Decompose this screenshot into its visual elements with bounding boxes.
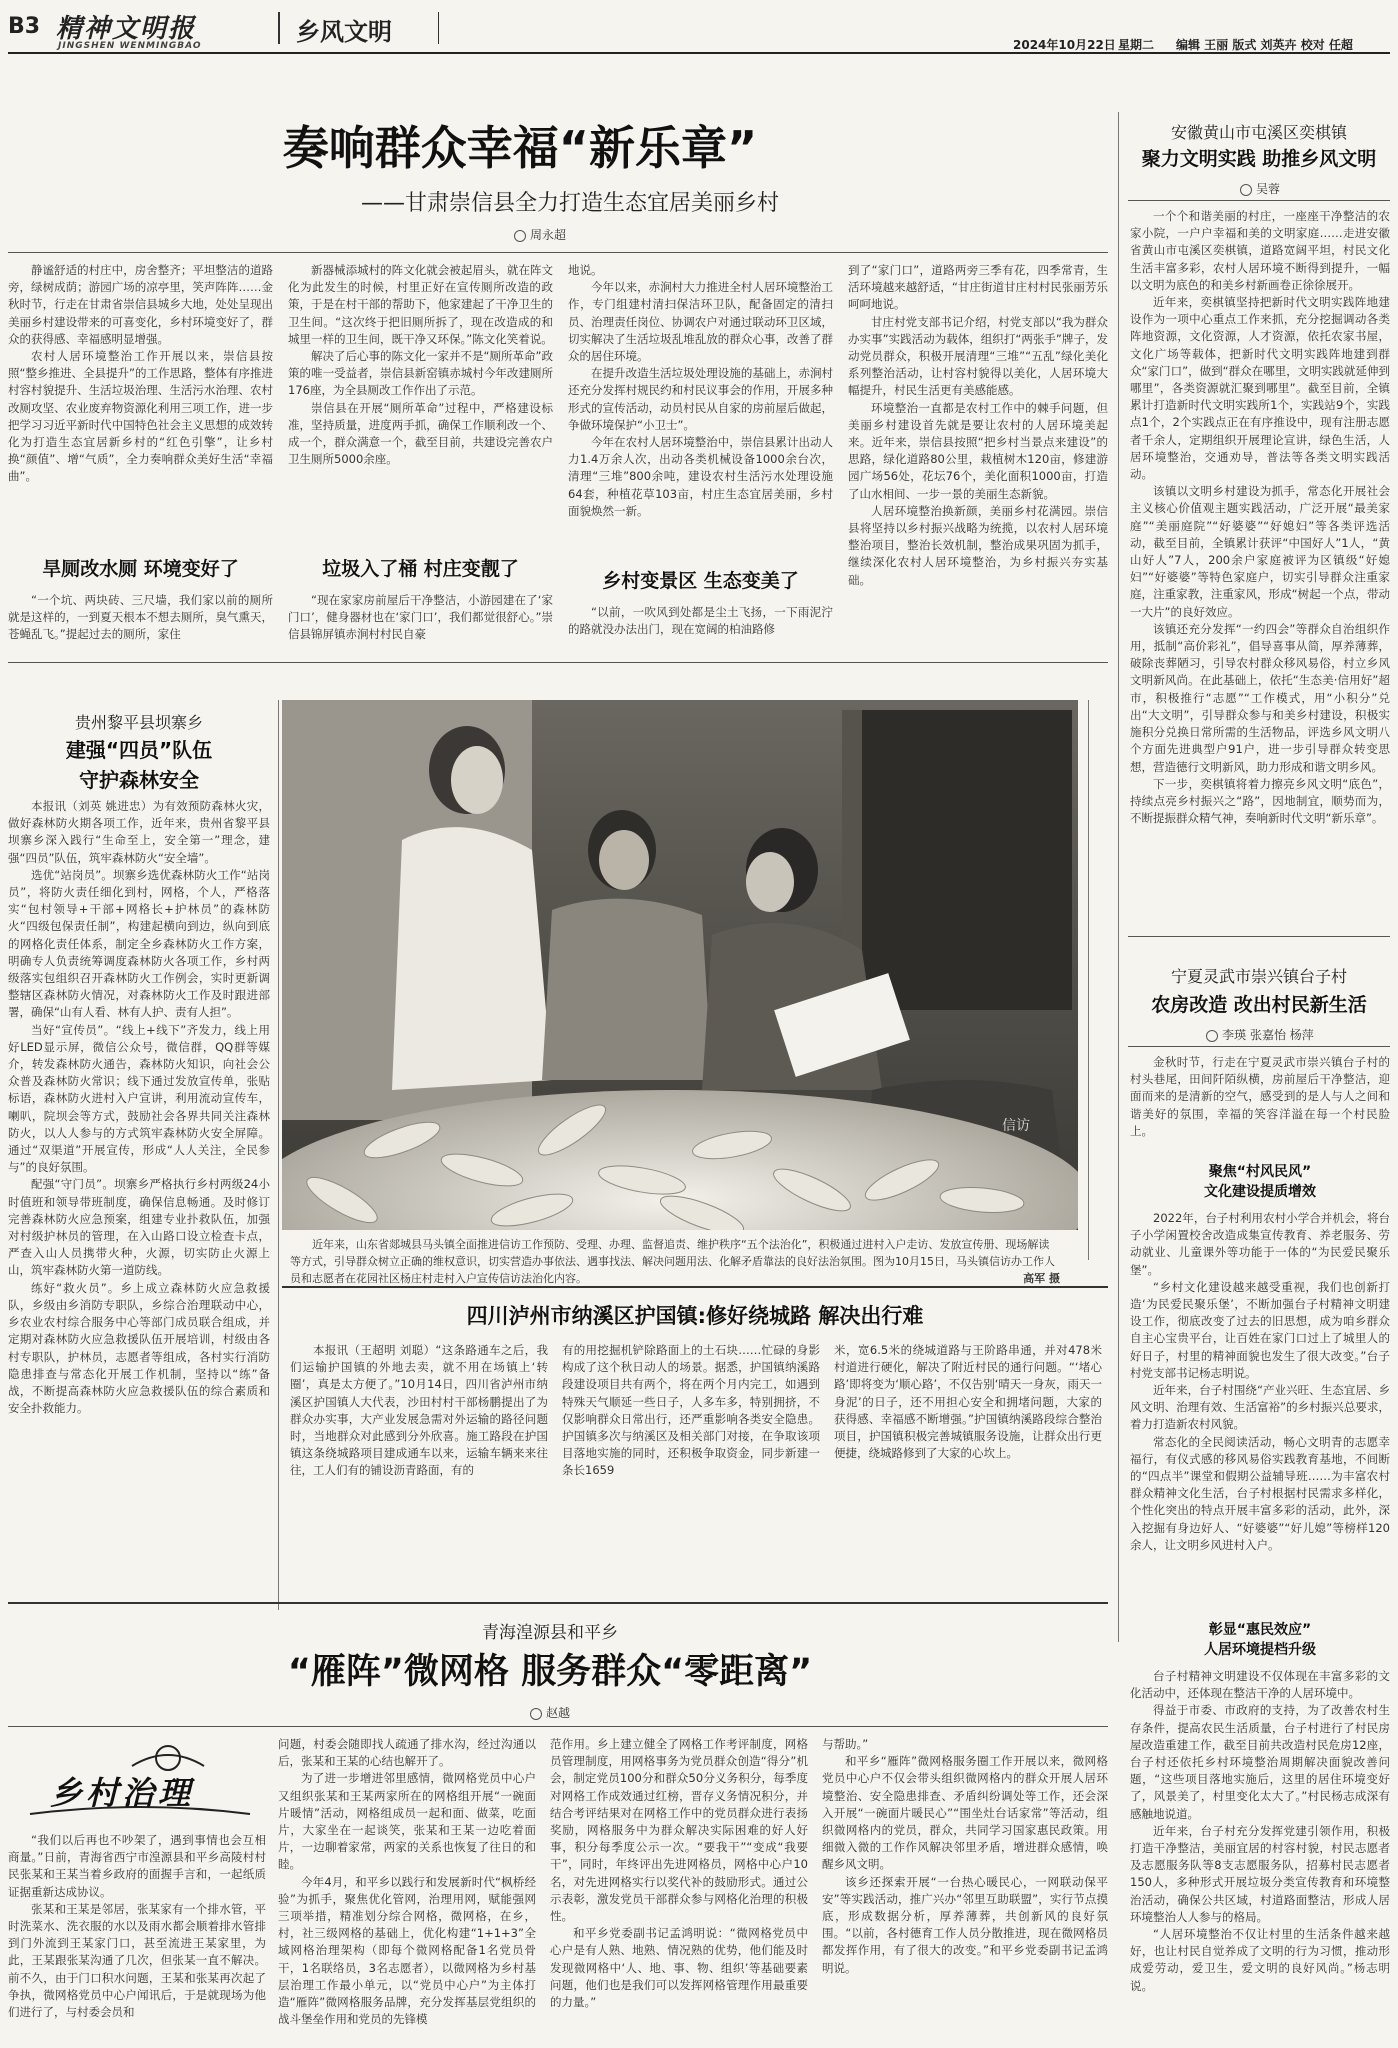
issue-weekday: 星期二 (1118, 38, 1155, 52)
masthead-divider (278, 12, 280, 44)
paragraph: 得益于市委、市政府的支持，为了改善农村生存条件，提高农民生活质量，台子村进行了村民房屋改造重建工作，截至目前共改造村民危房12座，台子村还依托乡村环境整治周期解决面貌改善问题，“这些项目落地实施后，这里的居住环境变好了，风景美了，村里变化太大了。”村民杨志成深有感触地说道。 (1130, 1703, 1390, 1821)
paragraph: 甘庄村党支部书记介绍，村党支部以“我为群众办实事”实践活动为载体，组织打“两张手”牌子，发动党员群众，积极开展清理“三堆”“五乱”绿化美化系列整治活动，让村容村貌得以美化，人居环境大幅提升，村民生活更有美感能感。 (848, 314, 1108, 398)
paragraph: 和平乡“雁阵”微网格服务圈工作开展以来，微网格党员中心户不仅会带头组织微网格内的群众开展人居环境整治、安全隐患排查、矛盾纠纷调处等工作，还会深入开展“一碗面片暖民心”“围坐灶台话家常”等活动，组织微网格内的党员，群众，共同学习国家惠民政策。用细微入微的工作作风解决邻里矛盾，增进群众感情，唤醒乡风文明。 (822, 1754, 1108, 1872)
paragraph: 选优“站岗员”。坝寨乡选优森林防火工作“站岗员”，将防火责任细化到村，网格，个人，严格落实“包村领导+干部+网格长+护林员”的森林防火“四级包保责任制”，构建起横向到边，纵向到底的网格化责任体系，制定全乡森林防火工作方案，明确专人负责统筹调度森林防火各项工作，乡村两级落实包组织召开森林防火工作例会，实时更新调整辖区森林防火情况，对森林防火工作及时跟进部署，确保“山有人看、林有人护、责有人担”。 (8, 867, 270, 1020)
lead-column-3-tail: “以前，一吹风到处都是尘土飞扬，一下雨泥泞的路就没办法出门，现在宽阔的柏油路修 (568, 605, 833, 637)
bag-label: 信访 (1002, 1118, 1030, 1134)
photo-caption: 近年来，山东省郯城县马头镇全面推进信访工作预防、受理、办理、监督追责、维护秩序“五个法治化”，积极通过进村入户走访、发放宣传册、现场解读等方式，引导群众树立正确的维权意识，切实营造办事依法、遇事找法、解决问题用法、化解矛盾靠法的良好法治氛围。图为10月15日，马头镇信访办工作人员和志愿者在花园社区杨庄村走村入户宣传信访法治化内容。 高军 摄 (290, 1238, 1060, 1285)
right1-title: 聚力文明实践 助推乡风文明 (1141, 148, 1377, 170)
mid-top-rule (282, 1286, 1108, 1288)
paragraph: 常态化的全民阅读活动，畅心文明青的志愿幸福行，有仪式感的移风易俗实践教育基地，不间断的“四点半”课堂和假期公益辅导班……为丰富农村群众精神文化生活，台子村根据村民需求多样化，个性化突出的特点开展丰富多彩的活动，此外，深入挖掘有身边好人、“好婆婆”“好儿媳”等榜样120余人，让文明乡风进村入户。 (1130, 1434, 1390, 1552)
pen-icon (514, 230, 526, 242)
paragraph: 静谧舒适的村庄中，房舍整齐；平坦整洁的道路旁，绿树成荫；游园广场的凉亭里，笑声阵阵……金秋时节，行走在甘肃省崇信县城乡大地，处处呈现出美丽乡村建设带来的可喜变化，乡村环境变好了，群众的获得感、幸福感明显增强。 (8, 263, 273, 346)
left2-title-line1: 建强“四员”队伍 (65, 738, 213, 762)
paper-name: 精神文明报 (56, 14, 197, 44)
right1-bottom-rule (1128, 936, 1390, 937)
right2-body-2 (1130, 1668, 1390, 2040)
column-divider (1118, 112, 1119, 1642)
paper-pinyin: JINGSHEN WENMINGBAO (58, 41, 202, 51)
paragraph: 下一步，奕棋镇将着力擦亮乡风文明“底色”，持续点亮乡村振兴之“路”，因地制宜，顺势而为，不断提振群众精气神，奏响新时代文明“新乐章”。 (1130, 776, 1390, 826)
person-middle-face (599, 830, 649, 890)
pen-icon (1206, 1030, 1218, 1042)
paragraph: 本报讯（刘英 姚进忠）为有效预防森林火灾，做好森林防火期各项工作，近年来，贵州省黎平县坝寨乡深入践行“生命至上，安全第一”理念，建强“四员”队伍，筑牢森林防火“安全墙”。 (8, 799, 270, 865)
right2-rule (1128, 1046, 1390, 1047)
right2-subhead-1a: 聚焦“村风民风” (1208, 1164, 1312, 1180)
bottom-column-4 (822, 1736, 1108, 2042)
right2-intro: 金秋时节，行走在宁夏灵武市崇兴镇台子村的村头巷尾，田间阡陌纵横，房前屋后干净整洁，迎面而来的是清新的空气，感受到的是人与人之间和谐美好的氛围，幸福的笑容洋溢在每一个村民脸上。 (1130, 1055, 1390, 1138)
masthead (8, 8, 1390, 52)
right2-byline: 李瑛 张嘉怡 杨萍 (1150, 1026, 1370, 1043)
lead-column-2-tail: “现在家家房前屋后干净整洁，小游园建在了‘家门口’，健身器材也在‘家门口’，我们都觉很舒心。”崇信县锦屏镇赤涧村村民自豪 (288, 593, 553, 642)
bottom-byline: 赵越 (460, 1704, 640, 1721)
person-left-face (451, 746, 503, 814)
bottom-column-3 (550, 1736, 808, 2042)
paragraph: 该镇以文明乡村建设为抓手，常态化开展社会主义核心价值观主题实践活动，广泛开展“最美家庭”“美丽庭院”“好婆婆”“好媳妇”等各类评选活动，截至目前，全镇累计获评“中国好人”1人，“黄山好人”7人，200余户家庭被评为区镇级“好媳妇”“好婆婆”等特色家庭户，切实引导群众注重家庭，注重家教，注重家风，形成“树起一个点，带动一大片”的良好效应。 (1130, 484, 1390, 619)
lead-subhead-1: 旱厕改水厕 环境变好了 (42, 558, 239, 580)
person-right-face (746, 852, 794, 912)
paragraph: 今年以来，赤涧村大力推进全村人居环境整治工作，专门组建村清扫保洁环卫队，配备固定的清扫员、治理责任岗位、协调农户对通过联动环卫区域，切实解决了生活垃圾乱堆乱放的群众心事，改善了群众的居住环境。 (568, 280, 833, 364)
right1-body (1130, 208, 1390, 920)
paragraph: “我们以后再也不吵架了，遇到事情也会互相商量。”日前，青海省西宁市湟源县和平乡高陵村村民张某和王某当着乡政府的面握手言和，一起纸质证据重新达成协议。 (8, 1833, 266, 1899)
paragraph: 到了“家门口”，道路两旁三季有花，四季常青，生活环境越来越舒适，“甘庄街道甘庄村村民张丽芳乐呵呵地说。 (848, 263, 1108, 312)
paragraph: 和平乡党委副书记孟鸿明说：“微网格党员中心户是有人熟、地熟、情况熟的优势，他们能及时发现微网格中‘人、地、事、物、组织’等基础要素问题，他们也是我们可以发挥网格管理作用最重要的力量。” (550, 1926, 808, 2010)
page-number: B3 (8, 14, 41, 39)
news-photo (282, 700, 1078, 1230)
paragraph: 环境整治一直都是农村工作中的棘手问题，但美丽乡村建设首先就是要让农村的人居环境美起来。近年来，崇信县按照“把乡村当景点来建设”的思路，绿化道路80公里，栽植树木120亩，修建游园广场56处，花坛76个，美化面积1000亩，打造了山水相间、一步一景的美丽生态新貌。 (848, 400, 1108, 501)
paragraph: 在提升改造生活垃圾处理设施的基础上，赤涧村还充分发挥村规民约和村民议事会的作用，开展多种形式的宣传活动，动员村民从自家的房前屋后做起，争做环境保护“小卫士”。 (568, 366, 833, 432)
column-divider (1088, 700, 1089, 1260)
paragraph: 该乡还探索开展“一台热心暖民心，一网联动保平安”等实践活动，推广兴办“邻里互助联盟”，实行节点摸底，形成数据分析，厚养薄葬，共创新风的良好氛围。“以前，各村德育工作人员分散推进，现在微网格员都发挥作用，有了很大的改变。”和平乡党委副书记孟鸿明说。 (822, 1874, 1108, 1975)
paragraph: 近年来，台子村充分发挥党建引领作用，积极打造干净整洁，美丽宜居的村容村貌，村民志愿者及志愿服务队等8支志愿服务队，招募村民志愿者150人，多种形式开展垃圾分类宣传教育和环境整治活动，确保公共区域，村道路面整洁，形成人居环境整治人人参与的格局。 (1130, 1823, 1390, 1924)
paragraph: 台子村精神文明建设不仅体现在丰富多彩的文化活动中，还体现在整洁干净的人居环境中。 (1130, 1669, 1390, 1701)
paragraph: 为了进一步增进邻里感情，微网格党员中心户又组织张某和王某两家所在的网格组开展“一碗面片暖情”活动，网格组成员一起和面、做菜，吃面片，大家坐在一起谈笑，张某和王某一边吃着面片，一边聊着家常，两家的关系也恢复了往日的和睦。 (278, 1771, 536, 1872)
paragraph: “人居环境整治不仅让村里的生活条件越来越好，也让村民自觉养成了文明的行为习惯，推动形成爱劳动，爱卫生，爱文明的良好风尚。”杨志明说。 (1130, 1927, 1390, 1993)
lead-column-1-tail: “一个坑、两块砖、三尺墙，我们家以前的厕所就是这样的，一到夏天根本不想去厕所，臭气熏天，苍蝇乱飞。”提起过去的厕所，家住 (8, 593, 273, 642)
paragraph: 张某和王某是邻居，张某家有一个排水管，平时洗菜水、洗衣服的水以及雨水都会顺着排水管排到门外流到王某家门口，甚至流进王某家里，为此，王某跟张某沟通了几次，但张某一直不解决。前不久，由于门口积水问题，王某和张某再次起了争执，微网格党员中心户闻讯后，于是就现场为他们进行了，与村委会员和 (8, 1901, 266, 2020)
right1-rule (1128, 200, 1390, 201)
bottom-title: “雁阵”微网格 服务群众“零距离” (287, 1652, 813, 1692)
person-middle-body (542, 899, 712, 1080)
right2-kicker: 宁夏灵武市崇兴镇台子村 (1170, 967, 1347, 986)
right2-body-1 (1130, 1210, 1390, 1610)
pen-icon (1240, 184, 1252, 196)
paragraph: 配强“守门员”。坝寨乡严格执行乡村两级24小时值班和领导带班制度，确保信息畅通。及时修订完善森林防火应急预案，组建专业扑救队伍，加强对村级护林员的管理，在入山路口设立检查卡点，严查入山人员携带火种，火源，切实防止火源上山，筑牢森林防火第一道防线。 (8, 1177, 270, 1278)
paragraph: 近年来，台子村围绕“产业兴旺、生态宜居、乡风文明、治理有效、生活富裕”的乡村振兴总要求，着力打造新农村风貌。 (1130, 1383, 1390, 1432)
lead-byline: 周永超 (440, 226, 640, 243)
right1-byline: 吴蓉 (1190, 180, 1330, 197)
lead-bottom-rule (8, 662, 1108, 663)
mid-column-3: 米，宽6.5米的绕城道路与王阶路串通，并对478米村道进行硬化，解决了附近村民的通行问题。“‘堵心路’即将变为‘顺心路’，不仅告别‘晴天一身灰，雨天一身泥’的日子，还不用担心安全和拥堵问题，大家的获得感、幸福感不断增强。”护国镇纳溪路段综合整治项目，护国镇积极完善城镇服务设施，让群众出行更便捷，绕城路修到了大家的心坎上。 (834, 1343, 1102, 1461)
paragraph: “乡村文化建设越来越受重视，我们也创新打造‘为民爱民聚乐堡’，不断加强台子村精神文明建设工作，彻底改变了过去的旧思想，成为咱乡群众自主心宝贵平台，让百姓在家门口过上了城里人的好日子，村里的精神面貌也发生了很大改变。”台子村党支部书记杨志明说。 (1130, 1279, 1390, 1380)
left2-kicker: 贵州黎平县坝寨乡 (74, 713, 203, 732)
pen-icon (530, 1708, 542, 1720)
staff-credits: 编辑 王丽 版式 刘英卉 校对 任超 (1176, 38, 1353, 52)
paragraph: 范作用。乡上建立健全了网格工作考评制度，网格员管理制度，用网格事务为党员群众创造“得分”机会，制定党员100分和群众50分义务积分，每季度对网格工作成效通过红榜，晋存义务情况积分，并结合考评结果对在网格工作中的党员群众进行表扬奖励，网格服务中为群众解决实际困难的好人好事，积分每季度公示一次。“要我干”“变成“我要干”，同时，年终评出先进网格员，网格中心户10名，对先进网格实行以奖代补的鼓励形式。通过公示表彰，激发党员干部群众参与网格化治理的积极性。 (550, 1737, 808, 1924)
paragraph: 当好“宣传员”。“线上+线下”齐发力，线上用好LED显示屏，微信公众号，微信群，QQ群等媒介，转发森林防火通告，森林防火知识，向社会公众普及森林防火常识；线下通过发放宣传单，张贴标语，森林防火进村入户宣讲，利用流动宣传车，喇叭，院坝会等方式，鼓励社会各界共同关注森林防火，以人人参与的方式筑牢森林防火安全屏障。通过“双渠道”开展宣传，形成“人人关注，全民参与”的良好氛围。 (8, 1022, 270, 1175)
bottom-top-rule (8, 1602, 1108, 1604)
lead-subhead-2: 垃圾入了桶 村庄变靓了 (322, 558, 519, 580)
paragraph: 崇信县在开展“厕所革命”过程中，严格建设标准，坚持质量，进度两手抓，确保工作顺利改一个、成一个，群众满意一个，截至目前，共建设完善农户卫生厕所5000余座。 (288, 400, 553, 467)
paragraph: 今年在农村人居环境整治中，崇信县累计出动人力1.4万余人次，出动各类机械设备1000余台次，清理“三堆”800余吨，建设农村生活污水处理设施64套，种植花草103亩，村庄生态宜居美丽，乡村面貌焕然一新。 (568, 435, 833, 518)
paragraph: 解决了后心事的陈文化一家并不是“厕所革命”政策的唯一受益者，崇信县新窑镇赤城村今年改建厕所176座，为全县厕改工作作出了示范。 (288, 349, 553, 398)
right1-kicker: 安徽黄山市屯溪区奕棋镇 (1170, 123, 1347, 142)
paragraph: 农村人居环境整治工作开展以来，崇信县按照“整乡推进、全县提升”的工作思路，整体有序推进村容村貌提升、生活垃圾治理、生活污水治理、农村改厕攻坚、农业废弃物资源化利用三项工作，进一步把学习习近平新时代中国特色社会主义思想的成效转化为打造生态宜居新乡村的“红色引擎”，让乡村换“颜值”、增“气质”，全力奏响群众美好生活“幸福曲”。 (8, 349, 273, 484)
lead-top-rule (8, 252, 1108, 253)
issue-date: 2024年10月22日 (1013, 38, 1116, 52)
paragraph: 今年4月，和平乡以践行和发展新时代“枫桥经验”为抓手，聚焦优化管网，治理用网，赋能强网三项举措，精准划分综合网格，微网格，在乡，村，社三级网格的基础上，优化构建“1+1+3”全域网格治理架构（即每个微网格配备1名党员骨干，1名联络员，3名志愿者），以微网格为乡村基层治理工作最小单元，以“党员中心户”为主体打造“雁阵”微网格服务品牌，充分发挥基层党组织的战斗堡垒作用和党员的先锋模 (278, 1874, 536, 2027)
section-title: 乡风文明 (296, 18, 392, 46)
paragraph: 一个个和谐美丽的村庄，一座座干净整洁的农家小院，一户户幸福和美的文明家庭……走进安徽省黄山市屯溪区奕棋镇，道路宽阔平坦，村民文化生活丰富多彩，农村人居环境不断得到提升，一幅以文明为底色的和美乡村新画卷正徐徐展开。 (1130, 209, 1390, 292)
right2-subhead-2a: 彰显“惠民效应” (1208, 1622, 1312, 1638)
person-left-body (392, 827, 552, 1090)
paragraph: 近年来，奕棋镇坚持把新时代文明实践阵地建设作为一项中心重点工作来抓，充分挖掘调动各类阵地资源，文化资源，人才资源，依托农家书屋，文化广场等载体，把新时代文明实践阵地建到群众“家门口”，做到“群众在哪里，文明实践就延伸到哪里”，各类资源就汇聚到哪里”。截至目前，全镇累计打造新时代文明实践所1个，实践站9个，实践点1个，2个实践点正在有序推设中，现有注册志愿者千余人，定期组织开展理论宣讲，绿色生活，人居环境整治，交通劝导，普法等各类文明实践活动。 (1130, 295, 1390, 482)
column-divider (278, 700, 279, 1610)
lead-column-4 (848, 262, 1108, 662)
right2-title: 农房改造 改出村民新生活 (1151, 994, 1367, 1016)
right2-subhead-2b: 人居环境提档升级 (1204, 1642, 1316, 1658)
lead-subhead-3: 乡村变景区 生态变美了 (602, 570, 799, 592)
lead-column-2 (288, 262, 553, 538)
mid-column-1: 本报讯（王超明 刘聪）“这条路通车之后，我们运输护国镇的外地去卖，就不用在场镇上‘转圈’，真是太方便了。”10月14日，四川省泸州市纳溪区护国镇人大代表，沙田村村干部杨鹏提出了为群众办实事，大产业发展急需对外运输的路径问题时，当地群众对此感到分外欣喜。施工路段在护国镇这条绕城路项目建成通车以来，运输车辆来来往往，工人们有的铺设沥青路面，有的 (290, 1343, 548, 1478)
lead-title: 奏响群众幸福“新乐章” (282, 121, 758, 175)
right2-subhead-1b: 文化建设提质增效 (1204, 1184, 1316, 1200)
paragraph: 2022年，台子村利用农村小学合并机会，将台子小学闲置校舍改造成集宣传教育、养老服务、劳动就业、儿童课外等功能于一体的“为民爱民聚乐堡”。 (1130, 1211, 1390, 1277)
bottom-title-rule (8, 1726, 1108, 1727)
paragraph: 地说。 (568, 263, 603, 277)
paragraph: 人居环境整治换新颜，美丽乡村花满园。崇信县将坚持以乡村振兴战略为统揽，以农村人居环境整治项目，整治长效机制，整治成果巩固为抓手，继续深化农村人居环境整治，为乡村振兴夯实基础。 (848, 503, 1108, 587)
paragraph: 练好“救火员”。乡上成立森林防火应急救援队，乡级由乡消防专职队，乡综合治理联动中心，乡农业农村综合服务中心等部门成员联合组成，并定期对森林防火应急救援队伍开展培训，村级由各村专职队，护林员，志愿者等组成，各村实行消防隐患排查与常态化开展工作机制，坚持以“练”备战，不断提高森林防火应急救援队伍的综合素质和安全扑救能力。 (8, 1280, 270, 1416)
lead-column-1 (8, 262, 273, 538)
masthead-divider-2 (438, 12, 439, 44)
photo-scene (282, 700, 1078, 1230)
lead-subtitle: ——甘肃崇信县全力打造生态宜居美丽乡村 (360, 191, 779, 216)
bottom-column-2 (278, 1736, 536, 2042)
bottom-column-1 (8, 1832, 266, 2042)
logo-text: 乡村治理 (50, 1774, 195, 1812)
rural-governance-logo (20, 1738, 260, 1824)
photo-credit: 高军 摄 (1023, 1272, 1060, 1285)
bottom-kicker: 青海湟源县和平乡 (482, 1623, 618, 1643)
paragraph: 与帮助。” (822, 1737, 869, 1751)
paragraph: 新器械添城村的阵文化就会被起眉头，就在阵文化为此发生的时候，村里正好在宣传厕所改造的政策，于是在村干部的帮助下，他家建起了干净卫生的卫生间。“这次终于把旧厕所拆了，现在改造成的和城里一样的卫生间，既干净又环保。”陈文化笑着说。 (288, 263, 553, 346)
photo-door (842, 710, 1072, 1010)
mid-column-2: 有的用挖掘机铲除路面上的土石块……忙碌的身影构成了这个秋日动人的场景。据悉，护国镇纳溪路段建设项目共有两个，将在两个月内完工，如遇到特殊天气顺延一些日子，人多车多，特别拥挤，不仅影响群众日常出行，还严重影响各类安全隐患。护国镇多次与纳溪区及相关部门对接，在争取该项目落地实施的同时，还积极争取资金，同步新建一条长1659 (562, 1343, 820, 1478)
mid-title: 四川泸州市纳溪区护国镇:修好绕城路 解决出行难 (466, 1304, 924, 1328)
lead-column-3 (568, 262, 833, 552)
paragraph: 问题，村委会随即找人疏通了排水沟，经过沟通以后，张某和王某的心结也解开了。 (278, 1737, 536, 1769)
paragraph: 该镇还充分发挥“一约四会”等群众自治组织作用，抵制“高价彩礼”，倡导喜事从简，厚养薄葬，破除丧葬陋习，引导农村群众移风易俗，村立乡风文明新风尚。在此基础上，依托“生态美·信用好”超市，积极推行“志愿”“工作模式，用“小积分”兑出“大文明”，引导群众参与和美乡村建设，积极实施积分兑换日常所需的生活物品，评选乡风文明八个方面先进典型户91户，进一步引导群众转变思想，营造德行文明新风，助力形成和谐文明乡风。 (1130, 621, 1390, 774)
left2-body (8, 798, 270, 1594)
left2-title-line2: 守护森林安全 (79, 768, 199, 792)
masthead-rule (8, 52, 1390, 54)
